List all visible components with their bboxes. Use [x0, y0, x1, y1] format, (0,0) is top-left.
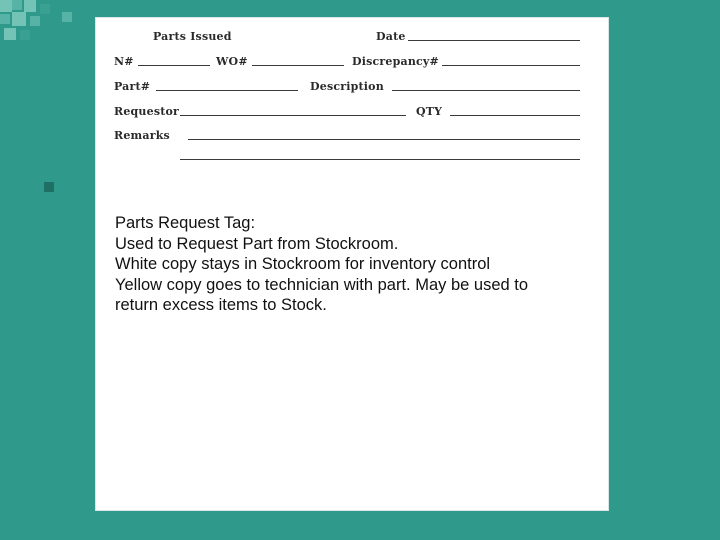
- bullet-icon: [44, 182, 54, 192]
- n-number-line: [138, 65, 210, 66]
- remarks-label: Remarks: [114, 129, 170, 142]
- description-line: [392, 90, 580, 91]
- description-label: Description: [310, 80, 384, 93]
- remarks-line-2: [180, 159, 580, 160]
- requestor-label: Requestor: [114, 105, 180, 118]
- date-line: [408, 40, 580, 41]
- wo-number-label: WO#: [216, 55, 248, 68]
- discrepancy-label: Discrepancy#: [352, 55, 439, 68]
- parts-request-tag-form: [96, 18, 608, 168]
- n-number-label: N#: [114, 55, 134, 68]
- wo-number-line: [252, 65, 344, 66]
- note-line-1: Parts Request Tag:: [115, 214, 256, 232]
- date-label: Date: [376, 30, 406, 43]
- note-line-4: Yellow copy goes to technician with part. May be used to: [115, 275, 529, 294]
- qty-label: QTY: [416, 105, 443, 118]
- part-number-line: [156, 90, 298, 91]
- discrepancy-line: [442, 65, 580, 66]
- corner-decoration: [0, 0, 60, 48]
- note-line-5: return excess items to Stock.: [115, 296, 327, 314]
- remarks-line-1: [188, 139, 580, 140]
- description-text: [115, 213, 595, 316]
- parts-issued-label: Parts Issued: [153, 30, 232, 43]
- qty-line: [450, 115, 580, 116]
- requestor-line: [180, 115, 406, 116]
- note-line-3: White copy stays in Stockroom for inventory control: [115, 255, 491, 273]
- note-line-2: Used to Request Part from Stockroom.: [115, 234, 399, 253]
- part-number-label: Part#: [114, 80, 151, 93]
